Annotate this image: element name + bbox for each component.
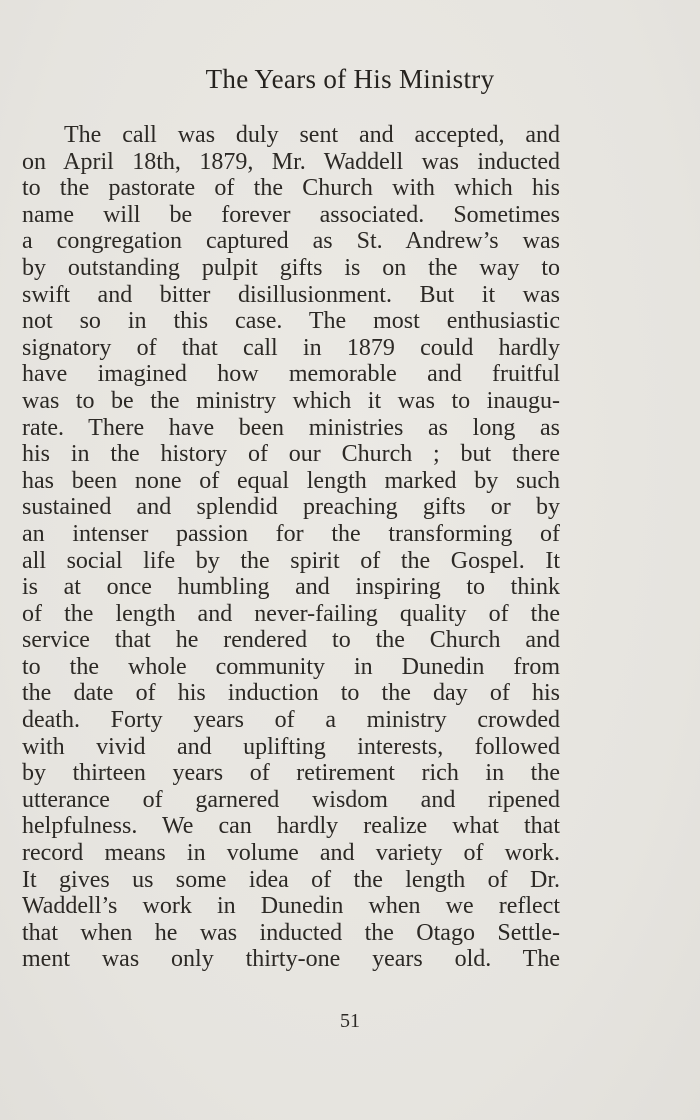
text-line: ment was only thirty-one years old. The	[22, 946, 560, 973]
text-line: an intenser passion for the transforming of	[22, 520, 560, 547]
text-line: service that he rendered to the Church and	[22, 627, 560, 654]
text-line: by thirteen years of retirement rich in the	[22, 760, 560, 787]
text-line: utterance of garnered wisdom and ripened	[22, 786, 560, 813]
text-line: not so in this case. The most enthusiastic	[22, 308, 560, 335]
text-line: helpfulness. We can hardly realize what that	[22, 813, 560, 840]
text-line: rate. There have been ministries as long as	[22, 414, 560, 441]
text-line: to the pastorate of the Church with which his	[22, 175, 560, 202]
text-line: record means in volume and variety of work.	[22, 840, 560, 867]
text-line: that when he was inducted the Otago Settle-	[22, 919, 560, 946]
text-line: the date of his induction to the day of his	[22, 680, 560, 707]
text-line: death. Forty years of a ministry crowded	[22, 707, 560, 734]
text-line: of the length and never-failing quality of the	[22, 600, 560, 627]
text-line: was to be the ministry which it was to inaugu-	[22, 387, 560, 414]
text-line: by outstanding pulpit gifts is on the way to	[22, 254, 560, 281]
text-line: with vivid and uplifting interests, followed	[22, 733, 560, 760]
text-line: Waddell’s work in Dunedin when we reflect	[22, 893, 560, 920]
text-line: sustained and splendid preaching gifts or by	[22, 494, 560, 521]
text-line: have imagined how memorable and fruitful	[22, 361, 560, 388]
text-line: on April 18th, 1879, Mr. Waddell was inducted	[22, 148, 560, 175]
text-line: all social life by the spirit of the Gospel. It	[22, 547, 560, 574]
text-line: is at once humbling and inspiring to think	[22, 574, 560, 601]
text-line: to the whole community in Dunedin from	[22, 653, 560, 680]
running-head: The Years of His Ministry	[205, 64, 495, 94]
text-line: swift and bitter disillusionment. But it was	[22, 281, 560, 308]
text-line: name will be forever associated. Sometimes	[22, 201, 560, 228]
text-line: It gives us some idea of the length of Dr.	[22, 866, 560, 893]
text-line: has been none of equal length marked by such	[22, 467, 560, 494]
text-line: signatory of that call in 1879 could hardly	[22, 334, 560, 361]
text-line: The call was duly sent and accepted, and	[64, 122, 560, 148]
text-line: a congregation captured as St. Andrew’s was	[22, 228, 560, 255]
text-line: his in the history of our Church ; but there	[22, 441, 560, 468]
page-number: 51	[340, 1010, 360, 1032]
body-paragraph	[22, 122, 560, 973]
